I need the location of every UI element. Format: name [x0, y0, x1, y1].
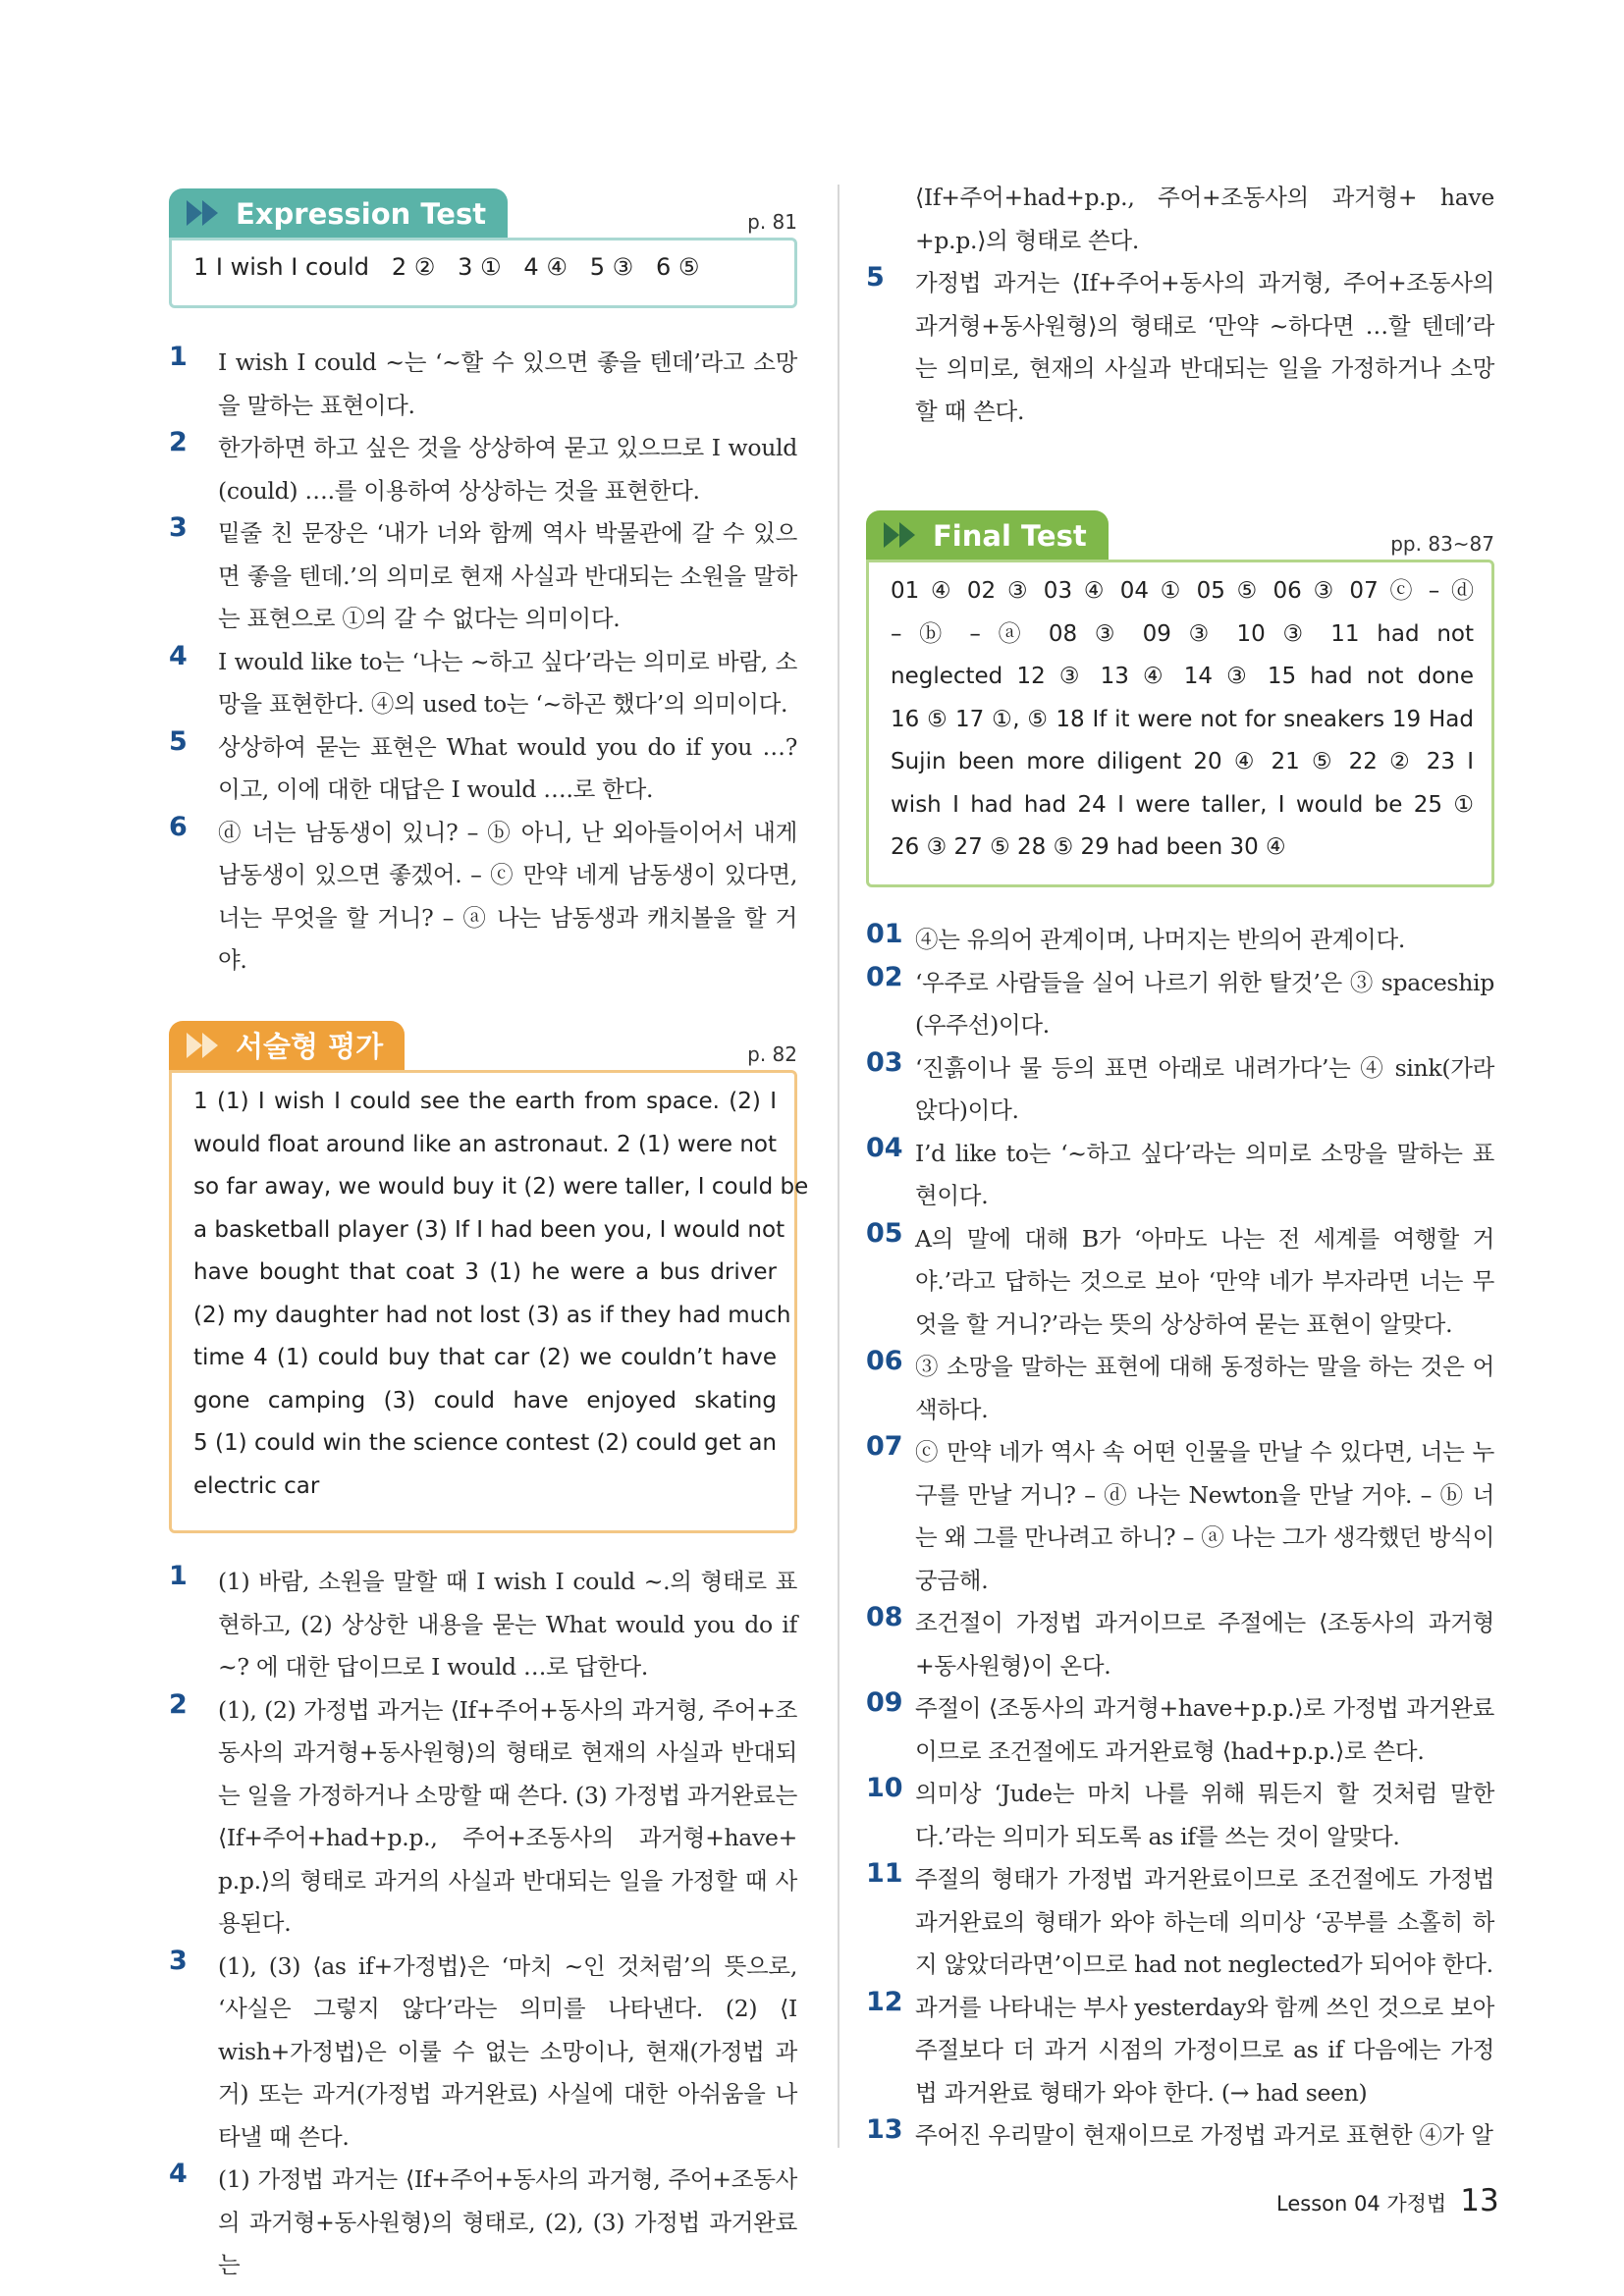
explanation-item — [866, 1218, 1494, 1347]
item-number: 13 — [866, 2114, 903, 2145]
item-text: ③ 소망을 말하는 표현에 대해 동정하는 말을 하는 것은 어색하다. — [915, 1353, 1494, 1423]
lesson-label: Lesson 04 가정법 — [1276, 2192, 1447, 2216]
explanation-item — [866, 262, 1494, 433]
answer-line: so far away, we would buy it (2) were taller, I could be — [193, 1174, 809, 1200]
item-text: 조건절이 가정법 과거이므로 주절에는 ⟨조동사의 과거형+동사원형⟩이 온다. — [915, 1609, 1494, 1680]
item-number: 03 — [866, 1046, 903, 1078]
item-text: (1) 가정법 과거는 ⟨If+주어+동사의 과거형, 주어+조동사의 과거형+동사원형⟩의 형태로, (2), (3) 가정법 과거완료는 — [218, 2165, 797, 2278]
expression-test-tab — [169, 188, 508, 240]
item-text: ‘진흙이나 물 등의 표면 아래로 내려가다’는 ④ sink(가라앉다)이다. — [915, 1053, 1494, 1124]
item-text: 상상하여 묻는 표현은 What would you do if you …? 이고, 이에 대한 대답은 I would ….로 한다. — [218, 732, 797, 803]
explanation-item — [169, 1689, 797, 1946]
explanation-item — [866, 1431, 1494, 1602]
expression-explanations — [169, 342, 797, 983]
item-text: ④는 유의어 관계이며, 나머지는 반의어 관계이다. — [915, 926, 1406, 953]
item-number: 05 — [866, 1217, 903, 1249]
final-test-header — [866, 510, 1494, 561]
item-number: 4 — [169, 2159, 188, 2189]
answer-line: gone camping (3) could have enjoyed skating — [193, 1387, 777, 1414]
item-number: 1 — [169, 1561, 188, 1591]
explanation-item — [169, 641, 797, 726]
item-number: 01 — [866, 919, 903, 949]
explanation-item — [169, 1946, 797, 2160]
answer-line: a basketball player (3) If I had been you, I would not — [193, 1216, 785, 1243]
explanation-item — [866, 962, 1494, 1047]
final-test-answer-box — [866, 560, 1494, 887]
essay-eval-header — [169, 1021, 797, 1072]
item-text: (1), (3) ⟨as if+가정법⟩은 ‘마치 ~인 것처럼’의 뜻으로, ‘사실은 그렇지 않다’라는 의미를 나타낸다. (2) ⟨I wish+가정법⟩은 이룰 수 없는 소망이나, 현재(가정법 과거) 또는 과거(가정법 과거완료) 사실에 대한 아쉬움을 나타낼 때 쓴다. — [218, 1951, 797, 2151]
explanation-item — [866, 1987, 1494, 2115]
expression-test-page: p. 81 — [747, 210, 797, 234]
explanation-item — [169, 427, 797, 512]
page-number: 13 — [1460, 2183, 1499, 2218]
item-number: 09 — [866, 1687, 903, 1718]
answer-line: – ⓑ – ⓐ 08 ③ 09 ③ 10 ③ 11 had not — [891, 620, 1474, 647]
answer-line: (2) my daughter had not lost (3) as if they had much — [193, 1302, 791, 1328]
item-text: 과거를 나타내는 부사 yesterday와 함께 쓰인 것으로 보아 주절보다 더 과거 시점의 가정이므로 as if 다음에는 가정법 과거완료 형태가 와야 한다. (→ had seen) — [915, 1993, 1494, 2107]
final-test-page: pp. 83~87 — [1390, 532, 1494, 556]
explanation-item — [169, 342, 797, 427]
double-chevron-icon — [187, 200, 226, 228]
expression-test-title: Expression Test — [236, 197, 487, 231]
essay-eval-page: p. 82 — [747, 1042, 797, 1066]
explanation-item — [169, 726, 797, 812]
item-text: 가정법 과거는 ⟨If+주어+동사의 과거형, 주어+조동사의 과거형+동사원형⟩의 형태로 ‘만약 ~하다면 …할 텐데’라는 의미로, 현재의 사실과 반대되는 일을 가정하거나 소망할 때 쓴다. — [915, 269, 1494, 425]
item-text: ⓒ 만약 네가 역사 속 어떤 인물을 만날 수 있다면, 너는 누구를 만날 거니? – ⓓ 나는 Newton을 만날 거야. – ⓑ 너는 왜 그를 만나려고 하니? – ⓐ 나는 그가 생각했던 방식이 궁금해. — [915, 1438, 1494, 1594]
explanation-item — [169, 512, 797, 641]
item-text: A의 말에 대해 B가 ‘아마도 나는 전 세계를 여행할 거야.’라고 답하는 것으로 보아 ‘만약 네가 부자라면 너는 무엇을 할 거니?’라는 뜻의 상상하여 묻는 표현이 알맞다. — [915, 1224, 1494, 1338]
explanation-item — [866, 919, 1494, 962]
item-text: (1) 바람, 소원을 말할 때 I wish I could ~.의 형태로 표현하고, (2) 상상한 내용을 묻는 What would you do if ~? 에 대한 답이므로 I would …로 답한다. — [218, 1568, 797, 1681]
explanation-item — [866, 1602, 1494, 1687]
page-footer — [1276, 2183, 1499, 2218]
essay-eval-tab — [169, 1021, 405, 1072]
answer-line: 01 ④ 02 ③ 03 ④ 04 ① 05 ⑤ 06 ③ 07 ⓒ – ⓓ — [891, 578, 1474, 604]
final-explanations — [866, 919, 1494, 2158]
explanation-item — [866, 1346, 1494, 1431]
answer-line: Sujin been more diligent 20 ④ 21 ⑤ 22 ② 23 I — [891, 749, 1474, 774]
answer-line: 16 ⑤ 17 ①, ⑤ 18 If it were not for sneakers 19 Had — [891, 706, 1474, 732]
explanation-item — [866, 2114, 1494, 2158]
expression-test-answer-box — [169, 238, 797, 308]
item-number: 12 — [866, 1986, 903, 2017]
item-text: ⟨If+주어+had+p.p., 주어+조동사의 과거형+ have +p.p.⟩의 형태로 쓴다. — [915, 184, 1494, 254]
explanation-item — [866, 1858, 1494, 1987]
double-chevron-icon — [884, 522, 923, 550]
column-divider — [838, 185, 839, 2148]
explanation-item — [866, 1773, 1494, 1858]
item-number: 10 — [866, 1773, 903, 1803]
double-chevron-icon — [187, 1033, 226, 1060]
item-text: (1), (2) 가정법 과거는 ⟨If+주어+동사의 과거형, 주어+조동사의 과거형+동사원형⟩의 형태로 현재의 사실과 반대되는 일을 가정하거나 소망할 때 쓴다. (3) 가정법 과거완료는 ⟨If+주어+had+p.p., 주어+조동사의 과거형+have+ p.p.⟩의 형태로 과거의 사실과 반대되는 일을 가정할 때 사용된다. — [218, 1695, 797, 1937]
answer-line: 26 ③ 27 ⑤ 28 ⑤ 29 had been 30 ④ — [891, 834, 1286, 860]
item-text: ‘우주로 사람들을 실어 나르기 위한 탈것’은 ③ spaceship (우주선)이다. — [915, 968, 1494, 1039]
explanation-item — [866, 1687, 1494, 1773]
item-text: ⓓ 너는 남동생이 있니? – ⓑ 아니, 난 외아들이어서 내게 남동생이 있으면 좋겠어. – ⓒ 만약 네게 남동생이 있다면, 너는 무엇을 할 거니? – ⓐ 나는 남동생과 캐치볼을 할 거야. — [218, 818, 797, 974]
item-number: 2 — [169, 427, 188, 457]
explanation-item — [866, 1047, 1494, 1133]
answer-line: 5 (1) could win the science contest (2) could get an — [193, 1430, 777, 1456]
explanation-item — [169, 1561, 797, 1689]
item-text: 한가하면 하고 싶은 것을 상상하여 묻고 있으므로 I would (could) ….를 이용하여 상상하는 것을 표현한다. — [218, 434, 797, 505]
answer-line: would float around like an astronaut. 2 (1) were not — [193, 1131, 777, 1157]
item-number: 5 — [866, 262, 885, 293]
expression-test-header — [169, 188, 797, 240]
item-text: I wish I could ~는 ‘~할 수 있으면 좋을 텐데’라고 소망을 말하는 표현이다. — [218, 348, 797, 419]
item-number: 07 — [866, 1431, 903, 1462]
expression-test-answers: 1 I wish I could 2 ② 3 ① 4 ④ 5 ③ 6 ⑤ — [193, 253, 700, 281]
item-number: 2 — [169, 1688, 188, 1720]
answer-line: electric car — [193, 1472, 320, 1499]
explanation-item — [169, 2159, 797, 2287]
answer-line: 1 (1) I wish I could see the earth from space. (2) I — [193, 1089, 777, 1114]
item-number: 4 — [169, 640, 188, 671]
item-number: 06 — [866, 1346, 903, 1376]
answer-line: wish I had had 24 I were taller, I would be 25 ① — [891, 791, 1474, 818]
item-number: 5 — [169, 725, 188, 757]
essay-eval-title: 서술형 평가 — [236, 1030, 384, 1063]
answer-line: time 4 (1) could buy that car (2) we couldn’t have — [193, 1345, 777, 1370]
item-number: 02 — [866, 961, 903, 992]
item-text: 주어진 우리말이 현재이므로 가정법 과거로 표현한 ④가 알 — [915, 2121, 1493, 2149]
essay-explanations — [169, 1561, 797, 2287]
final-test-tab — [866, 510, 1109, 561]
continued-explanations — [866, 177, 1494, 433]
item-number: 08 — [866, 1602, 903, 1632]
answer-line: neglected 12 ③ 13 ④ 14 ③ 15 had not done — [891, 664, 1474, 689]
essay-eval-answer-box — [169, 1070, 809, 1533]
item-text: 주절이 ⟨조동사의 과거형+have+p.p.⟩로 가정법 과거완료이므로 조건절에도 과거완료형 ⟨had+p.p.⟩로 쓴다. — [915, 1694, 1494, 1765]
answer-line: have bought that coat 3 (1) he were a bus driver — [193, 1259, 777, 1285]
final-test-title: Final Test — [933, 519, 1087, 553]
item-number: 11 — [866, 1858, 903, 1889]
item-text: I would like to는 ‘나는 ~하고 싶다’라는 의미로 바람, 소망을 표현한다. ④의 used to는 ‘~하곤 했다’의 의미이다. — [218, 647, 797, 718]
explanation-item — [866, 177, 1494, 262]
explanation-item — [169, 812, 797, 983]
item-number: 3 — [169, 512, 188, 543]
item-number: 3 — [169, 1945, 188, 1976]
item-text: 주절의 형태가 가정법 과거완료이므로 조건절에도 가정법 과거완료의 형태가 와야 하는데 의미상 ‘공부를 소홀히 하지 않았더라면’이므로 had not neglected가 되어야 한다. — [915, 1865, 1494, 1978]
item-text: 의미상 ‘Jude는 마치 나를 위해 뭐든지 할 것처럼 말한다.’라는 의미가 되도록 as if를 쓰는 것이 알맞다. — [915, 1780, 1494, 1850]
item-text: I’d like to는 ‘~하고 싶다’라는 의미로 소망을 말하는 표현이다. — [915, 1139, 1494, 1209]
item-number: 04 — [866, 1132, 903, 1163]
item-number: 1 — [169, 342, 188, 372]
item-number: 6 — [169, 811, 188, 842]
item-text: 밑줄 친 문장은 ‘내가 너와 함께 역사 박물관에 갈 수 있으면 좋을 텐데.’의 의미로 현재 사실과 반대되는 소원을 말하는 표현으로 ①의 갈 수 없다는 의미이다. — [218, 519, 797, 632]
explanation-item — [866, 1133, 1494, 1218]
